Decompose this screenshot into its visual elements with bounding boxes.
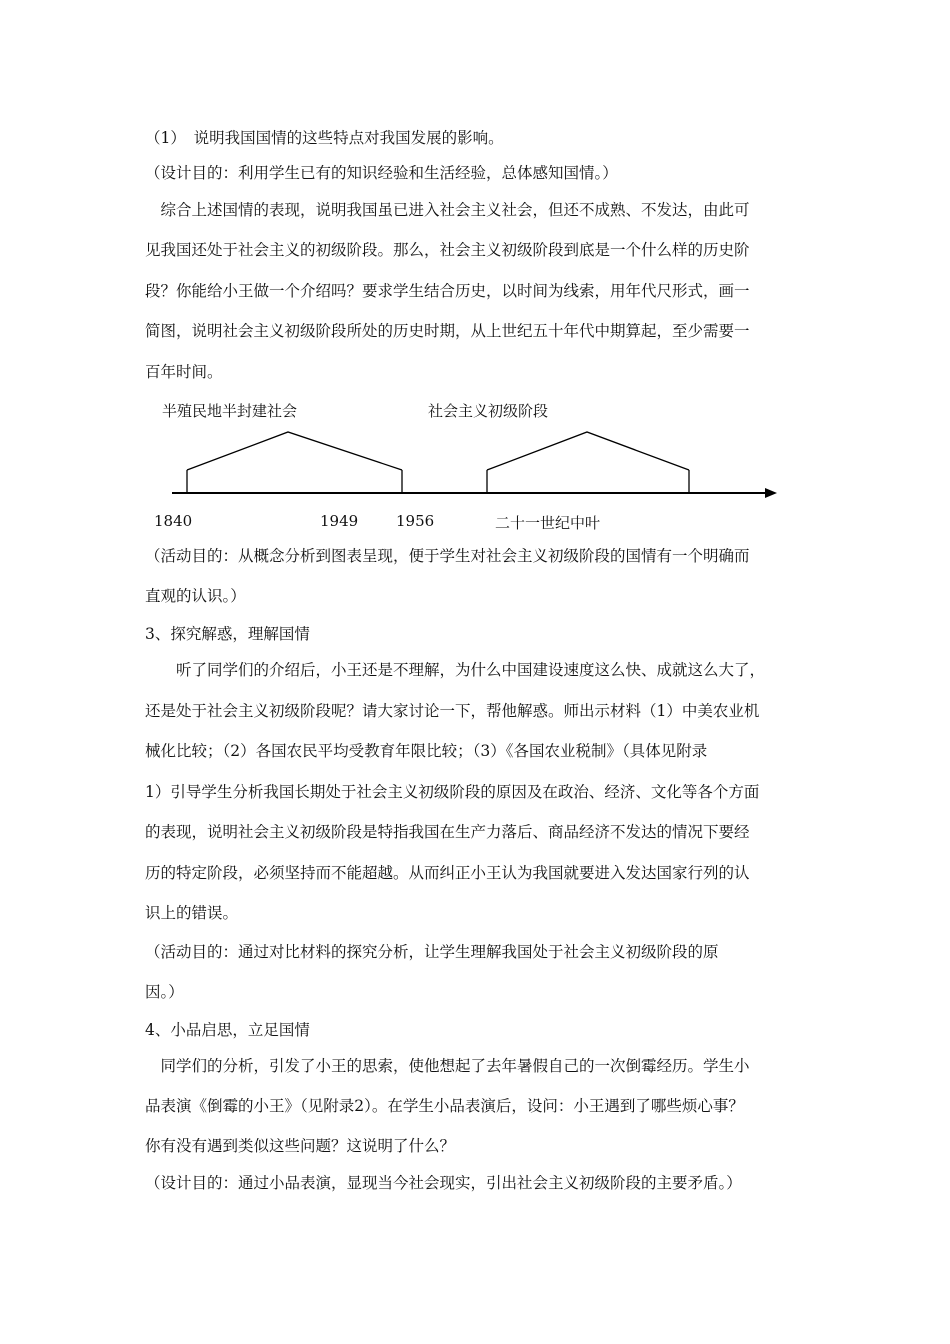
year-1956-label: 1956 bbox=[396, 512, 435, 530]
paragraph-line: 段？你能给小王做一个介绍吗？要求学生结合历史，以时间为线索，用年代尺形式，画一 bbox=[145, 282, 750, 300]
paragraph-line: 还是处于社会主义初级阶段呢？请大家讨论一下，帮他解惑。师出示材料（1）中美农业机 bbox=[145, 702, 760, 720]
era-timeline-diagram bbox=[140, 395, 800, 535]
paragraph-line: 的表现，说明社会主义初级阶段是特指我国在生产力落后、商品经济不发达的情况下要经 bbox=[145, 823, 750, 841]
paragraph-line: 1）引导学生分析我国长期处于社会主义初级阶段的原因及在政治、经济、文化等各个方面 bbox=[145, 783, 760, 801]
paragraph-line: 百年时间。 bbox=[145, 363, 223, 381]
design-purpose-note-1: （设计目的：利用学生已有的知识经验和生活经验，总体感知国情。） bbox=[145, 164, 618, 182]
year-1949-label: 1949 bbox=[320, 512, 359, 530]
paragraph-line: 综合上述国情的表现，说明我国虽已进入社会主义社会，但还不成熟、不发达，由此可 bbox=[145, 201, 750, 219]
paragraph-line: 历的特定阶段，必须坚持而不能超越。从而纠正小王认为我国就要进入发达国家行列的认 bbox=[145, 864, 750, 882]
activity-purpose-note: （活动目的：通过对比材料的探究分析，让学生理解我国处于社会主义初级阶段的原 bbox=[145, 943, 719, 961]
paragraph-line: 同学们的分析，引发了小王的思索，使他想起了去年暑假自己的一次倒霉经历。学生小 bbox=[145, 1057, 750, 1075]
label-primary-stage: 社会主义初级阶段 bbox=[428, 402, 549, 420]
activity-purpose-note: 因。） bbox=[145, 983, 184, 1001]
paragraph-line: 械化比较；（2）各国农民平均受教育年限比较；（3）《各国农业税制》（具体见附录 bbox=[145, 742, 708, 760]
section-heading-4: 4、小品启思，立足国情 bbox=[145, 1021, 310, 1039]
paragraph-line: 你有没有遇到类似这些问题？这说明了什么？ bbox=[145, 1137, 456, 1155]
mid-21st-century-label: 二十一世纪中叶 bbox=[495, 514, 601, 532]
paragraph-line: 听了同学们的介绍后，小王还是不理解，为什么中国建设速度这么快、成就这么大了， bbox=[145, 661, 766, 679]
section-heading-3: 3、探究解惑，理解国情 bbox=[145, 625, 310, 643]
design-purpose-note-2: （设计目的：通过小品表演，显现当今社会现实，引出社会主义初级阶段的主要矛盾。） bbox=[145, 1174, 742, 1192]
activity-purpose-note: 直观的认识。） bbox=[145, 587, 246, 605]
timeline-arrowhead bbox=[765, 488, 777, 498]
year-1840-label: 1840 bbox=[154, 512, 193, 530]
label-semi-colonial: 半殖民地半封建社会 bbox=[162, 402, 298, 420]
paragraph-line: 简图，说明社会主义初级阶段所处的历史时期，从上世纪五十年代中期算起，至少需要一 bbox=[145, 322, 750, 340]
paragraph-line: 品表演《倒霉的小王》（见附录2）。在学生小品表演后，设问：小王遇到了哪些烦心事？ bbox=[145, 1097, 744, 1115]
primary-stage-bracket bbox=[487, 432, 689, 470]
semi-colonial-era-bracket bbox=[187, 432, 402, 470]
paragraph-line: 识上的错误。 bbox=[145, 904, 239, 922]
paragraph-line: 见我国还处于社会主义的初级阶段。那么，社会主义初级阶段到底是一个什么样的历史阶 bbox=[145, 241, 750, 259]
paragraph-question-1: （1） 说明我国国情的这些特点对我国发展的影响。 bbox=[145, 129, 504, 147]
activity-purpose-note: （活动目的：从概念分析到图表呈现，便于学生对社会主义初级阶段的国情有一个明确而 bbox=[145, 547, 750, 565]
